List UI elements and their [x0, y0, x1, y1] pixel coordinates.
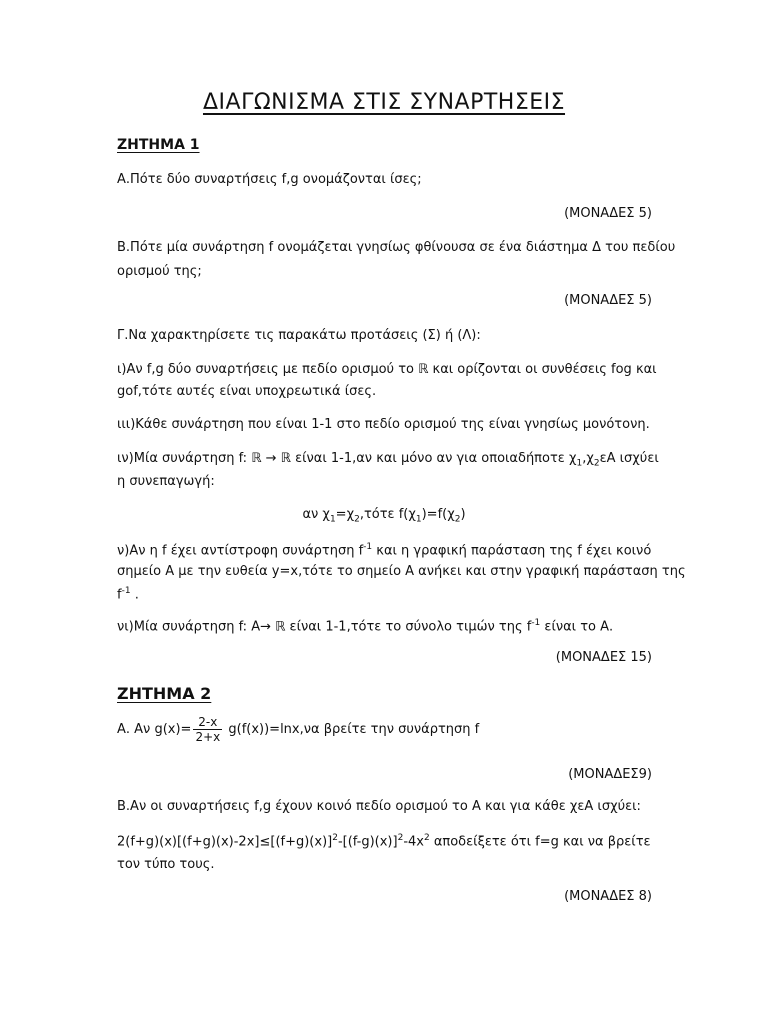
question-2b-line1: Β.Αν οι συναρτήσεις f,g έχουν κοινό πεδίο ορισμού το Α και για κάθε χεΑ ισχύει: [117, 799, 641, 814]
statement-v-text-b: και η γραφική παράσταση της f έχει κοινό [372, 543, 652, 559]
points-1a: (ΜΟΝΑΔΕΣ 5) [564, 206, 652, 221]
fraction-denominator: 2+x [195, 730, 221, 744]
statement-vi-text-b: είναι το Α. [540, 619, 614, 635]
question-2a [117, 715, 479, 744]
formula-part: αν χ [302, 507, 330, 522]
section-heading-2: ΖΗΤΗΜΑ 2 [117, 684, 212, 703]
subscript-2: 2 [593, 458, 600, 469]
superscript-2: 2 [332, 833, 338, 843]
fraction [193, 715, 222, 744]
formula-part: =χ [335, 507, 355, 522]
question-1a: Α.Πότε δύο συναρτήσεις f,g ονομάζονται ίσες; [117, 172, 422, 187]
points-1c: (ΜΟΝΑΔΕΣ 15) [555, 650, 652, 665]
question-2a-suffix: g(f(x))=lnx,να βρείτε την συνάρτηση f [224, 722, 480, 737]
subscript-1: 1 [576, 458, 583, 469]
subscript-2: 2 [454, 514, 461, 525]
statement-iv-line2: η συνεπαγωγή: [117, 474, 215, 489]
superscript-inverse: -1 [121, 586, 131, 596]
superscript-2: 2 [423, 833, 430, 843]
subscript-1: 1 [415, 514, 422, 525]
statement-iii: ιιι)Κάθε συνάρτηση που είναι 1-1 στο πεδίο ορισμού της είναι γνησίως μονότονη. [117, 417, 650, 432]
question-1b-line2: ορισμού της; [117, 264, 202, 279]
statement-vi-text-a: νι)Μία συνάρτηση f: Α→ ℝ είναι 1-1,τότε το σύνολο τιμών της f [117, 619, 532, 635]
superscript-inverse: -1 [363, 542, 373, 552]
question-2a-prefix: Α. Αν g(x)= [117, 722, 192, 737]
statement-v-text-d: . [130, 587, 139, 603]
question-1c-intro: Γ.Να χαρακτηρίσετε τις παρακάτω προτάσεις (Σ) ή (Λ): [117, 328, 481, 343]
subscript-1: 1 [329, 514, 336, 525]
question-2b-line2: τον τύπο τους. [117, 857, 215, 872]
statement-v-line3 [117, 586, 139, 602]
statement-iv-text-a: ιν)Μία συνάρτηση f: ℝ → ℝ είναι 1-1,αν και μόνο αν για οποιαδήποτε χ [117, 451, 577, 466]
formula-part: )=f(χ [421, 507, 455, 522]
statement-iv-text-c: εΑ ισχύει [599, 451, 659, 466]
statement-v-text-c: f [117, 587, 122, 603]
page-title: ΔΙΑΓΩΝΙΣΜΑ ΣΤΙΣ ΣΥΝΑΡΤΗΣΕΙΣ [202, 90, 566, 115]
formula-part: αποδείξετε ότι f=g και να βρείτε [429, 834, 651, 850]
formula-part: 2(f+g)(x)[(f+g)(x)-2x]≤[(f+g)(x)] [117, 834, 333, 850]
subscript-2: 2 [354, 514, 360, 525]
formula-part: -[(f-g)(x)] [337, 834, 398, 850]
statement-v-line1 [117, 542, 651, 558]
section-heading-1: ΖΗΤΗΜΑ 1 [117, 137, 200, 153]
formula-part: ) [460, 507, 466, 522]
superscript-2: 2 [397, 833, 404, 843]
statement-i-line1: ι)Αν f,g δύο συναρτήσεις με πεδίο ορισμού το ℝ και ορίζονται οι συνθέσεις fog και [117, 362, 657, 377]
points-1b: (ΜΟΝΑΔΕΣ 5) [564, 293, 652, 308]
fraction-numerator: 2-x [193, 715, 222, 730]
formula-part: ,τότε f(χ [359, 507, 416, 522]
statement-v-text-a: ν)Αν η f έχει αντίστροφη συνάρτηση f [117, 543, 364, 559]
points-2a: (ΜΟΝΑΔΕΣ9) [568, 767, 652, 782]
question-2b-formula [117, 833, 651, 849]
statement-iv-text-b: ,χ [582, 451, 594, 466]
statement-i-line2: gof,τότε αυτές είναι υποχρεωτικά ίσες. [117, 384, 377, 399]
formula-part: -4x [403, 834, 424, 850]
statement-vi [117, 618, 613, 634]
implication-formula [0, 507, 768, 525]
statement-iv-line1 [117, 451, 659, 469]
statement-v-line2: σημείο Α με την ευθεία y=x,τότε το σημείο Α ανήκει και στην γραφική παράσταση της [117, 564, 686, 579]
question-1b-line1: Β.Πότε μία συνάρτηση f ονομάζεται γνησίως φθίνουσα σε ένα διάστημα Δ του πεδίου [117, 240, 676, 255]
superscript-inverse: -1 [531, 618, 541, 628]
points-2b: (ΜΟΝΑΔΕΣ 8) [564, 889, 652, 904]
